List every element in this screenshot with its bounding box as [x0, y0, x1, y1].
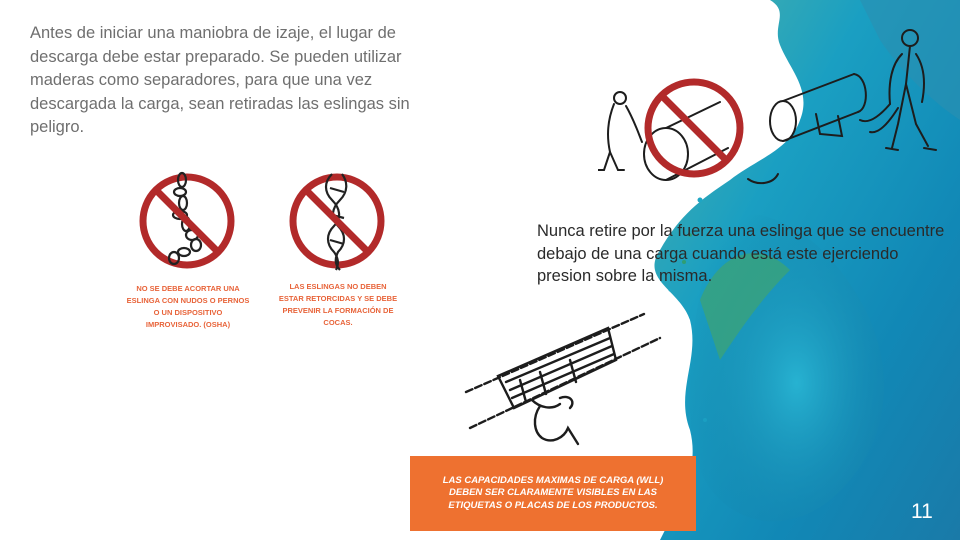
page-number: 11 — [911, 500, 933, 523]
intro-paragraph: Antes de iniciar una maniobra de izaje, el lugar de descarga debe estar preparado. Se pueden utilizar maderas como separadores, para que una vez descargada la carga, sean retiradas las eslingas sin peligro. — [30, 24, 410, 136]
twisted-sling-prohibited-icon — [286, 170, 388, 272]
load-label-hand-illustration — [460, 298, 675, 448]
sling-removal-illustration — [598, 24, 943, 194]
warning-paragraph: Nunca retire por la fuerza una eslinga que se encuentre debajo de una carga cuando está este ejerciendo presion sobre la misma. — [537, 222, 945, 285]
knotted-chain-prohibited-icon — [136, 170, 238, 272]
sign-caption-knots: NO SE DEBE ACORTAR UNA ESLINGA CON NUDOS O PERNOS O UN DISPOSITIVO IMPROVISADO. (OSHA) — [126, 284, 250, 329]
sign-caption-twisted: LAS ESLINGAS NO DEBEN ESTAR RETORCIDAS Y SE DEBE PREVENIR LA FORMACIÓN DE COCAS. — [278, 282, 398, 327]
wll-banner — [410, 456, 696, 531]
wll-banner-text: LAS CAPACIDADES MAXIMAS DE CARGA (WLL) DEBEN SER CLARAMENTE VISIBLES EN LAS ETIQUETAS O PLACAS DE LOS PRODUCTOS. — [442, 474, 664, 511]
